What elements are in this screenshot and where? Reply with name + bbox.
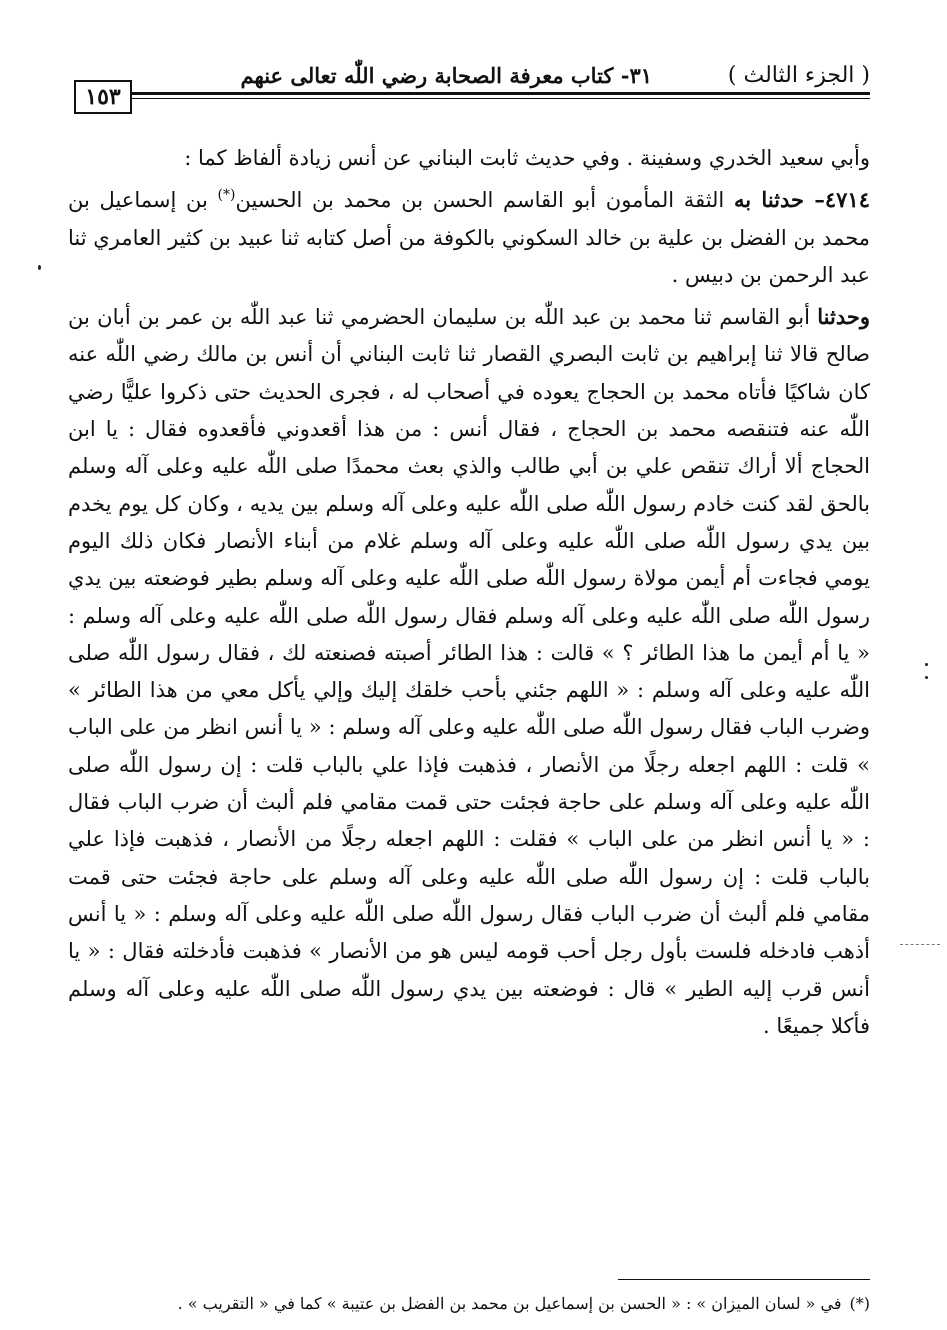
main-text bbox=[68, 140, 870, 1045]
footnote-marker: (*) bbox=[217, 187, 236, 204]
hadith-paragraph bbox=[68, 177, 870, 294]
scan-speck bbox=[925, 676, 928, 679]
chapter-title: ٣١- كتاب معرفة الصحابة رضي اللّٰه تعالى عنهم bbox=[240, 63, 652, 88]
scan-speck bbox=[38, 265, 41, 270]
hadith-number: ٤٧١٤ bbox=[824, 187, 870, 213]
paragraph-continuation: وأبي سعيد الخدري وسفينة . وفي حديث ثابت البناني عن أنس زيادة ألفاظ كما : bbox=[184, 146, 870, 170]
narration-lead: وحدثنا bbox=[817, 304, 870, 330]
footnote-rule bbox=[618, 1279, 870, 1280]
isnad-text: الثقة المأمون أبو القاسم الحسن بن محمد بن الحسين bbox=[235, 188, 734, 213]
narration-paragraph bbox=[68, 298, 870, 1045]
isnad-text-rest: بن إسماعيل بن محمد بن الفضل بن علية بن خالد السكوني بالكوفة من أصل كتابه ثنا عبيد بن كثير العامري ثنا عبد الرحمن بن دبيس . bbox=[68, 188, 870, 287]
narration-text: أبو القاسم ثنا محمد بن عبد اللّٰه بن سليمان الحضرمي ثنا عبد اللّٰه بن عمر بن أبان بن صالح قالا ثنا إبراهيم بن ثابت البصري القصار ثنا ثابت البناني أن أنس بن مالك رضي اللّٰه عنه كان شاكيًا فأتاه محمد بن الحجاج يعوده في أصحاب له ، فجرى الحديث حتى ذكروا عليًّا رضي اللّٰه عنه فتنقصه محمد بن الحجاج ، فقال أنس : من هذا أقعدوني فأقعدوه فقال : يا ابن الحجاج ألا أراك تنقص علي بن أبي طالب والذي بعث محمدًا صلى اللّٰه عليه وعلى آله وسلم بالحق لقد كنت خادم رسول اللّٰه صلى اللّٰه عليه وعلى آله وسلم بين يديه ، وكان كل يوم يخدم بين يدي رسول اللّٰه صلى اللّٰه عليه وعلى آله وسلم غلام من أبناء الأنصار فكان ذلك اليوم يومي فجاءت أم أيمن مولاة رسول اللّٰه صلى اللّٰه عليه وعلى آله وسلم بطير فوضعته بين يدي رسول اللّٰه صلى اللّٰه عليه وعلى آله وسلم فقال رسول اللّٰه صلى اللّٰه عليه وعلى آله وسلم : « يا أم أيمن ما هذا الطائر ؟ » قالت : هذا الطائر أصبته فصنعته لك ، فقال رسول اللّٰه صلى اللّٰه عليه وعلى آله وسلم : « اللهم جئني بأحب خلقك إليك وإلي يأكل معي من هذا الطائر » وضرب الباب فقال رسول اللّٰه صلى اللّٰه عليه وعلى آله وسلم : « يا أنس انظر من على الباب » قلت : اللهم اجعله رجلًا من الأنصار ، فذهبت فإذا علي بالباب قلت : إن رسول اللّٰه صلى اللّٰه عليه وعلى آله وسلم على حاجة فجئت حتى قمت مقامي فلم ألبث أن ضرب الباب فقال : « يا أنس انظر من على الباب » فقلت : اللهم اجعله رجلًا من الأنصار ، فذهبت فإذا علي بالباب قلت : إن رسول اللّٰه صلى اللّٰه عليه وعلى آله وسلم على حاجة فجئت حتى قمت مقامي فلم ألبث أن ضرب الباب فقال رسول اللّٰه صلى اللّٰه عليه وعلى آله وسلم : « يا أنس أذهب فادخله فلست بأول رجل أحب قومه ليس هو من الأنصار » فذهبت فأدخلته فقال : « يا أنس قرب إليه الطير » قال : فوضعته بين يدي رسول اللّٰه صلى اللّٰه عليه وعلى آله وسلم فأكلا جميعًا . bbox=[68, 305, 870, 1038]
running-header bbox=[140, 58, 870, 94]
volume-label: ( الجزء الثالث ) bbox=[727, 63, 870, 88]
page-number: ١٥٣ bbox=[74, 80, 132, 114]
footnote-mark: (*) bbox=[849, 1294, 870, 1313]
scan-mark bbox=[900, 944, 940, 946]
header-rule-thin bbox=[132, 98, 870, 99]
scan-speck bbox=[925, 663, 928, 666]
footnote bbox=[68, 1292, 870, 1316]
hadith-lead: – حدثنا به bbox=[733, 187, 825, 213]
footnote-text: في « لسان الميزان » : « الحسن بن إسماعيل بن محمد بن الفضل بن عتيبة » كما في « التقريب » . bbox=[177, 1294, 842, 1313]
header-rule bbox=[132, 92, 870, 95]
